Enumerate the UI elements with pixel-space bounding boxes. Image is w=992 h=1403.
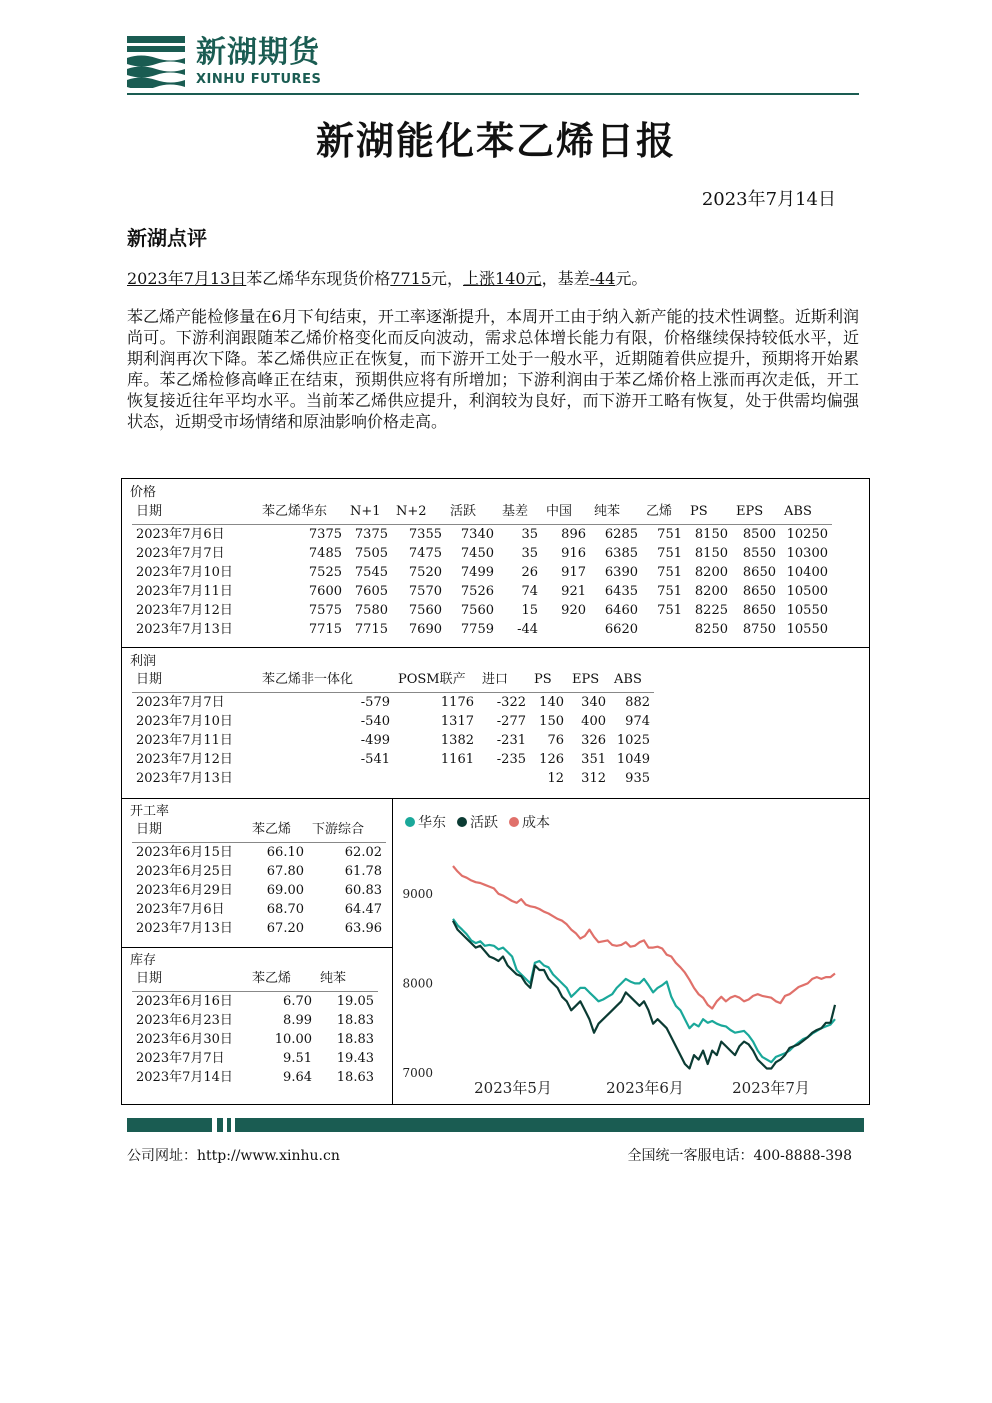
cell-value: 68.70 <box>266 902 304 917</box>
y-tick-label: 8000 <box>402 976 433 991</box>
cell-value: 10400 <box>786 565 828 580</box>
cell-value: 69.00 <box>266 883 304 898</box>
cell-value: 18.63 <box>336 1070 374 1085</box>
cell-value: 10300 <box>786 546 828 561</box>
cell-value: 340 <box>568 693 610 713</box>
logo-wave-icon <box>127 36 185 88</box>
cell-value: 6.70 <box>248 992 316 1012</box>
column-header: 苯乙烯华东 <box>262 503 328 519</box>
cell-value: 7560 <box>408 603 442 618</box>
table-row <box>132 582 832 601</box>
column-header: EPS <box>736 503 764 519</box>
cell-value: 18.83 <box>336 1013 374 1028</box>
cell-value: 60.83 <box>344 883 382 898</box>
column-header: 日期 <box>136 821 163 837</box>
column-header: 进口 <box>482 671 509 687</box>
cell-value: 26 <box>521 565 538 580</box>
cell-value: 751 <box>657 603 682 618</box>
table-row <box>132 1030 378 1049</box>
column-header: 纯苯 <box>594 503 621 519</box>
row-date: 2023年7月13日 <box>136 622 233 637</box>
inventory-table <box>132 965 378 1087</box>
row-date: 2023年7月6日 <box>136 902 225 917</box>
cell-value: 1317 <box>440 714 474 729</box>
column-header: 基差 <box>502 503 529 519</box>
row-date: 2023年7月13日 <box>136 921 233 936</box>
cell-value: 7570 <box>408 584 442 599</box>
logo-chinese-name: 新湖期货 <box>196 35 320 70</box>
column-header: 下游综合 <box>312 821 365 837</box>
column-header: 日期 <box>136 503 163 519</box>
header-divider <box>127 93 859 95</box>
table-row <box>132 563 832 582</box>
cell-value: 8225 <box>694 603 728 618</box>
cell-value: 896 <box>542 525 590 545</box>
row-date: 2023年6月25日 <box>136 864 233 879</box>
cell-value: 7545 <box>354 565 388 580</box>
table-row <box>132 1049 378 1068</box>
x-tick-label: 2023年6月 <box>606 1079 684 1097</box>
cell-value: 8150 <box>686 525 732 545</box>
cell-value: 7715 <box>354 622 388 637</box>
column-header: 日期 <box>136 970 163 986</box>
cell-value: 6285 <box>590 525 642 545</box>
cell-value: -499 <box>360 733 390 748</box>
cell-value: 751 <box>657 584 682 599</box>
cell-value: 6390 <box>604 565 638 580</box>
row-date: 2023年7月12日 <box>136 603 233 618</box>
cell-value: 7520 <box>408 565 442 580</box>
cell-value: 7525 <box>308 565 342 580</box>
column-header: POSM联产 <box>398 671 466 687</box>
summary-basis: -44 <box>589 269 616 288</box>
row-date: 2023年7月12日 <box>136 752 233 767</box>
cell-value: 920 <box>561 603 586 618</box>
row-date: 2023年7月11日 <box>136 584 233 599</box>
report-date: 2023年7月14日 <box>701 189 836 210</box>
cell-value: 12 <box>547 771 564 786</box>
summary-price: 7715 <box>390 269 431 288</box>
cell-value: 1049 <box>616 752 650 767</box>
cell-value: 62.02 <box>308 843 386 863</box>
profit-table <box>132 666 654 788</box>
cell-value: 8500 <box>732 525 780 545</box>
table-row <box>132 712 654 731</box>
cell-value: 882 <box>610 693 654 713</box>
cell-value: 6385 <box>604 546 638 561</box>
cell-value: 8200 <box>694 565 728 580</box>
cell-value: 312 <box>581 771 606 786</box>
price-panel-title: 价格 <box>130 485 157 500</box>
column-header: ABS <box>614 671 642 687</box>
cell-value: 7759 <box>460 622 494 637</box>
cell-value: 7605 <box>354 584 388 599</box>
cell-value: 15 <box>521 603 538 618</box>
column-header: 纯苯 <box>320 970 347 986</box>
legend-label: 华东 <box>418 815 446 831</box>
summary-text-2: 元， <box>431 269 464 288</box>
cell-value: 7340 <box>446 525 498 545</box>
cell-value: 6460 <box>604 603 638 618</box>
cell-value: 140 <box>530 693 568 713</box>
table-row <box>132 731 654 750</box>
operating-rate-table <box>132 816 386 938</box>
cell-value <box>258 769 394 788</box>
cell-value: -322 <box>478 693 530 713</box>
cell-value: 921 <box>561 584 586 599</box>
row-date: 2023年7月7日 <box>136 1051 225 1066</box>
column-header: 苯乙烯非一体化 <box>262 671 354 687</box>
cell-value: 935 <box>625 771 650 786</box>
cell-value: -44 <box>517 622 538 637</box>
inventory-panel-title: 库存 <box>130 953 157 968</box>
price-line-chart <box>393 799 868 1103</box>
cell-value: 66.10 <box>248 843 308 863</box>
legend-marker <box>405 817 415 827</box>
inventory-panel <box>121 947 393 1105</box>
y-tick-label: 9000 <box>402 886 433 901</box>
cell-value: -277 <box>496 714 526 729</box>
cell-value: 751 <box>657 565 682 580</box>
cell-value: 35 <box>498 525 542 545</box>
cell-value: 7600 <box>308 584 342 599</box>
cell-value <box>394 769 478 788</box>
summary-text-1: 苯乙烯华东现货价格 <box>246 269 391 288</box>
company-website[interactable]: 公司网址：http://www.xinhu.cn <box>127 1148 340 1164</box>
cell-value: 8650 <box>742 603 776 618</box>
report-title: 新湖能化苯乙烯日报 <box>315 118 676 163</box>
operating-rate-panel <box>121 798 393 948</box>
cell-value: 400 <box>581 714 606 729</box>
column-header: PS <box>690 503 708 519</box>
series-line-成本 <box>453 866 835 1009</box>
column-header: 中国 <box>546 503 573 519</box>
row-date: 2023年7月13日 <box>136 771 233 786</box>
cell-value: 917 <box>561 565 586 580</box>
cell-value: 35 <box>521 546 538 561</box>
row-date: 2023年6月23日 <box>136 1013 233 1028</box>
cell-value: 10250 <box>780 525 832 545</box>
cell-value: 10.00 <box>274 1032 312 1047</box>
row-date: 2023年6月15日 <box>132 843 248 863</box>
cell-value: 1176 <box>394 693 478 713</box>
cell-value: 6620 <box>604 622 638 637</box>
cell-value: 1025 <box>616 733 650 748</box>
table-row <box>132 1068 378 1087</box>
cell-value: 7560 <box>460 603 494 618</box>
y-tick-label: 7000 <box>402 1066 433 1080</box>
summary-change: 上涨140元 <box>463 269 542 288</box>
table-row <box>132 1011 378 1030</box>
cell-value: 7375 <box>258 525 346 545</box>
cell-value: 19.05 <box>316 992 378 1012</box>
cell-value: -231 <box>496 733 526 748</box>
table-row <box>132 900 386 919</box>
cell-value: 8150 <box>694 546 728 561</box>
market-commentary: 苯乙烯产能检修量在6月下旬结束，开工率逐渐提升，本周开工由于纳入新产能的技术性调整。近斯利润尚可。下游利润跟随苯乙烯价格变化而反向波动，需求总体增长能力有限，价格继续保持较低水平，近期利润再次下降。苯乙烯供应正在恢复，而下游开工处于一般水平，近期随着供应提升，预期将开始累库。苯乙烯检修高峰正在结束，预期供应将有所增加；下游利润由于苯乙烯价格上涨而再次走低，开工恢复接近往年平均水平。当前苯乙烯供应提升，利润较为良好，而下游开工略有恢复，处于供需均偏强状态，近期受市场情绪和原油影响价格走高。 <box>127 307 859 431</box>
x-tick-label: 2023年5月 <box>474 1079 552 1097</box>
table-row <box>132 881 386 900</box>
column-header: 苯乙烯 <box>252 821 292 837</box>
cell-value: 126 <box>539 752 564 767</box>
cell-value: -540 <box>360 714 390 729</box>
summary-date: 2023年7月13日 <box>127 269 247 288</box>
cell-value: 8200 <box>694 584 728 599</box>
cell-value: 751 <box>657 546 682 561</box>
series-line-活跃 <box>453 921 835 1069</box>
cell-value: 7690 <box>408 622 442 637</box>
legend-label: 成本 <box>522 815 550 831</box>
cell-value: 19.43 <box>336 1051 374 1066</box>
summary-text-4: 元。 <box>615 269 648 288</box>
row-date: 2023年7月14日 <box>136 1070 233 1085</box>
cell-value: 7475 <box>408 546 442 561</box>
table-row <box>132 544 832 563</box>
cell-value: -579 <box>258 693 394 713</box>
column-header: ABS <box>784 503 812 519</box>
cell-value: 63.96 <box>344 921 382 936</box>
cell-value: 7450 <box>460 546 494 561</box>
table-row <box>132 862 386 881</box>
row-date: 2023年7月7日 <box>132 693 258 713</box>
table-row <box>132 919 386 938</box>
row-date: 2023年6月30日 <box>136 1032 233 1047</box>
cell-value: 751 <box>642 525 686 545</box>
cell-value: 150 <box>539 714 564 729</box>
column-header: 日期 <box>136 671 163 687</box>
cell-value: 1382 <box>440 733 474 748</box>
footer-bar <box>127 1118 864 1132</box>
row-date: 2023年7月10日 <box>136 565 233 580</box>
row-date: 2023年7月6日 <box>132 525 258 545</box>
cell-value: 6435 <box>604 584 638 599</box>
cell-value: 10550 <box>786 603 828 618</box>
cell-value: 7580 <box>354 603 388 618</box>
table-row <box>132 601 832 620</box>
row-date: 2023年7月11日 <box>136 733 233 748</box>
cell-value: 64.47 <box>344 902 382 917</box>
cell-value: 10550 <box>786 622 828 637</box>
cell-value <box>542 620 590 639</box>
row-date: 2023年7月7日 <box>136 546 225 561</box>
row-date: 2023年6月16日 <box>132 992 248 1012</box>
cell-value <box>478 769 530 788</box>
table-row <box>132 693 654 713</box>
legend-label: 活跃 <box>470 815 498 831</box>
cell-value: 326 <box>581 733 606 748</box>
column-header: N+1 <box>350 503 381 519</box>
column-header: 乙烯 <box>646 503 673 519</box>
summary-text-3: ，基差 <box>541 269 590 288</box>
table-row <box>132 992 378 1012</box>
cell-value: 9.64 <box>283 1070 312 1085</box>
cell-value: 74 <box>521 584 538 599</box>
cell-value: 7375 <box>346 525 392 545</box>
cell-value: 351 <box>581 752 606 767</box>
logo-english-name: XINHU FUTURES <box>196 72 322 87</box>
cell-value: 18.83 <box>336 1032 374 1047</box>
cell-value: 7505 <box>354 546 388 561</box>
cell-value: 7526 <box>460 584 494 599</box>
column-header: 苯乙烯 <box>252 970 292 986</box>
column-header: EPS <box>572 671 600 687</box>
price-chart-panel <box>392 798 870 1105</box>
cell-value: 67.80 <box>266 864 304 879</box>
table-row <box>132 620 832 639</box>
row-date: 2023年7月10日 <box>136 714 233 729</box>
cell-value: -235 <box>496 752 526 767</box>
operating-panel-title: 开工率 <box>130 804 170 819</box>
legend-marker <box>509 817 519 827</box>
table-row <box>132 525 832 545</box>
cell-value: 76 <box>547 733 564 748</box>
cell-value: 9.51 <box>283 1051 312 1066</box>
table-row <box>132 750 654 769</box>
cell-value: 10500 <box>786 584 828 599</box>
cell-value: 7499 <box>460 565 494 580</box>
x-tick-label: 2023年7月 <box>732 1079 810 1097</box>
cell-value: -541 <box>360 752 390 767</box>
cell-value: 8250 <box>694 622 728 637</box>
cell-value <box>642 620 686 639</box>
cell-value: 67.20 <box>266 921 304 936</box>
cell-value: 61.78 <box>344 864 382 879</box>
cell-value: 7715 <box>308 622 342 637</box>
cell-value: 7355 <box>392 525 446 545</box>
review-heading: 新湖点评 <box>127 226 207 250</box>
profit-panel <box>121 647 870 799</box>
price-table <box>132 498 832 639</box>
column-header: PS <box>534 671 552 687</box>
cell-value: 8550 <box>742 546 776 561</box>
table-row <box>132 769 654 788</box>
cell-value: 1161 <box>440 752 474 767</box>
column-header: 活跃 <box>450 503 477 519</box>
table-row <box>132 843 386 863</box>
cell-value: 8650 <box>742 565 776 580</box>
cell-value: 8650 <box>742 584 776 599</box>
cell-value: 8.99 <box>283 1013 312 1028</box>
customer-hotline: 全国统一客服电话：400-8888-398 <box>627 1148 852 1164</box>
row-date: 2023年6月29日 <box>136 883 233 898</box>
cell-value: 8750 <box>742 622 776 637</box>
cell-value: 7485 <box>308 546 342 561</box>
profit-panel-title: 利润 <box>130 654 157 669</box>
column-header: N+2 <box>396 503 427 519</box>
cell-value: 974 <box>625 714 650 729</box>
cell-value: 7575 <box>308 603 342 618</box>
cell-value: 916 <box>561 546 586 561</box>
price-panel <box>121 478 870 648</box>
legend-marker <box>457 817 467 827</box>
price-summary <box>127 266 647 289</box>
